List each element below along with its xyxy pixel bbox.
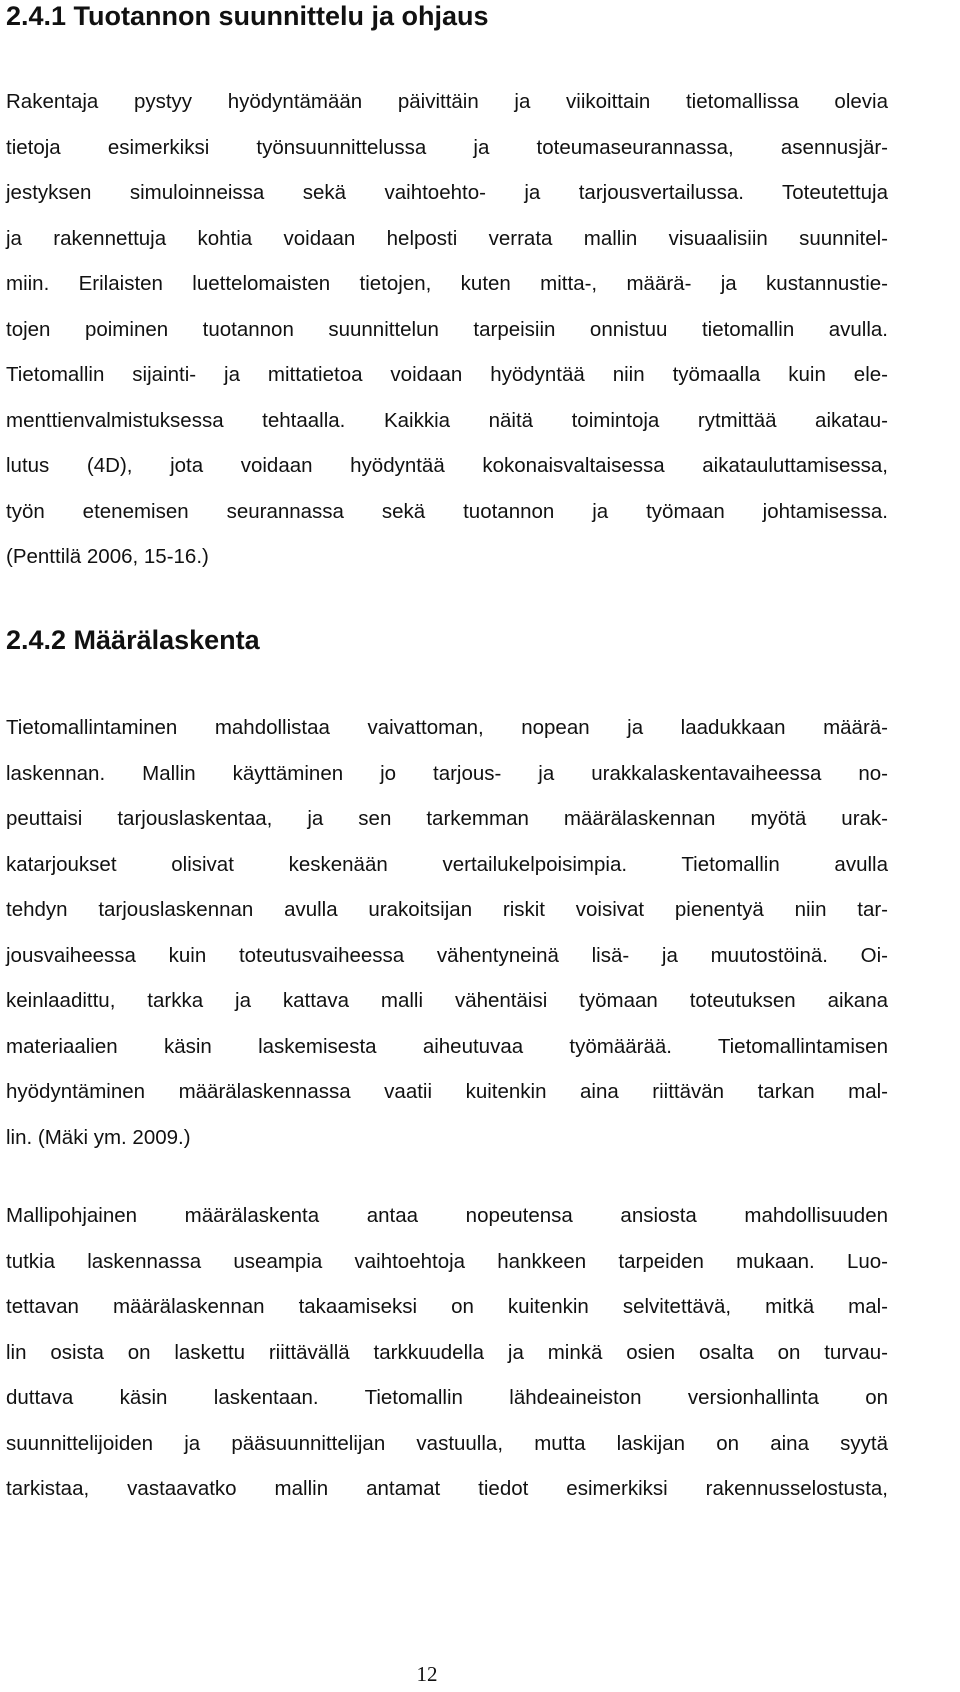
text-line: tehdyn tarjouslaskennan avulla urakoitsijan riskit voisivat pienentyä niin tar-	[6, 898, 888, 921]
text-line: duttava käsin laskentaan. Tietomallin lähdeaineiston versionhallinta on	[6, 1386, 888, 1409]
paragraph-quantity-takeoff-1	[6, 705, 888, 1160]
text-line: Rakentaja pystyy hyödyntämään päivittäin ja viikoittain tietomallissa olevia	[6, 90, 888, 113]
text-line: lin osista on laskettu riittävällä tarkkuudella ja minkä osien osalta on turvau-	[6, 1340, 888, 1364]
text-line: hyödyntäminen määrälaskennassa vaatii kuitenkin aina riittävän tarkan mal-	[6, 1080, 888, 1103]
text-line: Tietomallin sijainti- ja mittatietoa voidaan hyödyntää niin työmaalla kuin ele-	[6, 363, 888, 386]
text-line-last: lin. (Mäki ym. 2009.)	[6, 1125, 191, 1149]
text-line: tarkistaa, vastaavatko mallin antamat tiedot esimerkiksi rakennusselostusta,	[6, 1477, 888, 1500]
text-line: ja rakennettuja kohtia voidaan helposti verrata mallin visuaalisiin suunnitel-	[6, 226, 888, 250]
text-line: tojen poiminen tuotannon suunnittelun tarpeisiin onnistuu tietomallin avulla.	[6, 317, 888, 341]
paragraph-production-planning	[6, 79, 888, 580]
text-line: Mallipohjainen määrälaskenta antaa nopeutensa ansiosta mahdollisuuden	[6, 1204, 888, 1227]
text-line: laskennan. Mallin käyttäminen jo tarjous- ja urakkalaskentavaiheessa no-	[6, 761, 888, 785]
section-heading-quantity-takeoff: 2.4.2 Määrälaskenta	[6, 625, 260, 655]
text-line: keinlaadittu, tarkka ja kattava malli vähentäisi työmaan toteutuksen aikana	[6, 989, 888, 1012]
text-line: menttienvalmistuksessa tehtaalla. Kaikkia näitä toimintoja rytmittää aikatau-	[6, 408, 888, 432]
text-line: katarjoukset olisivat keskenään vertailukelpoisimpia. Tietomallin avulla	[6, 852, 888, 876]
paragraph-quantity-takeoff-2	[6, 1193, 888, 1512]
text-line: lutus (4D), jota voidaan hyödyntää kokonaisvaltaisessa aikatauluttamisessa,	[6, 454, 888, 477]
text-line: peuttaisi tarjouslaskentaa, ja sen tarkemman määrälaskennan myötä urak-	[6, 807, 888, 830]
text-line: jousvaiheessa kuin toteutusvaiheessa vähentyneinä lisä- ja muutostöinä. Oi-	[6, 943, 888, 967]
text-line: Tietomallintaminen mahdollistaa vaivattoman, nopean ja laadukkaan määrä-	[6, 716, 888, 739]
text-line: suunnittelijoiden ja pääsuunnittelijan vastuulla, mutta laskijan on aina syytä	[6, 1431, 888, 1455]
text-line: materiaalien käsin laskemisesta aiheutuvaa työmäärää. Tietomallintamisen	[6, 1034, 888, 1058]
text-line: jestyksen simuloinneissa sekä vaihtoehto- ja tarjousvertailussa. Toteutettuja	[6, 181, 888, 204]
text-line: miin. Erilaisten luettelomaisten tietojen, kuten mitta-, määrä- ja kustannustie-	[6, 272, 888, 295]
text-line: tietoja esimerkiksi työnsuunnittelussa ja toteumaseurannassa, asennusjär-	[6, 135, 888, 159]
page-number: 12	[416, 1662, 438, 1686]
text-line: työn etenemisen seurannassa sekä tuotannon ja työmaan johtamisessa.	[6, 499, 888, 523]
text-line-last: (Penttilä 2006, 15-16.)	[6, 545, 209, 568]
text-line: tettavan määrälaskennan takaamiseksi on kuitenkin selvitettävä, mitkä mal-	[6, 1295, 888, 1318]
section-heading-production-planning: 2.4.1 Tuotannon suunnittelu ja ohjaus	[6, 1, 489, 31]
text-line: tutkia laskennassa useampia vaihtoehtoja hankkeen tarpeiden mukaan. Luo-	[6, 1249, 888, 1273]
